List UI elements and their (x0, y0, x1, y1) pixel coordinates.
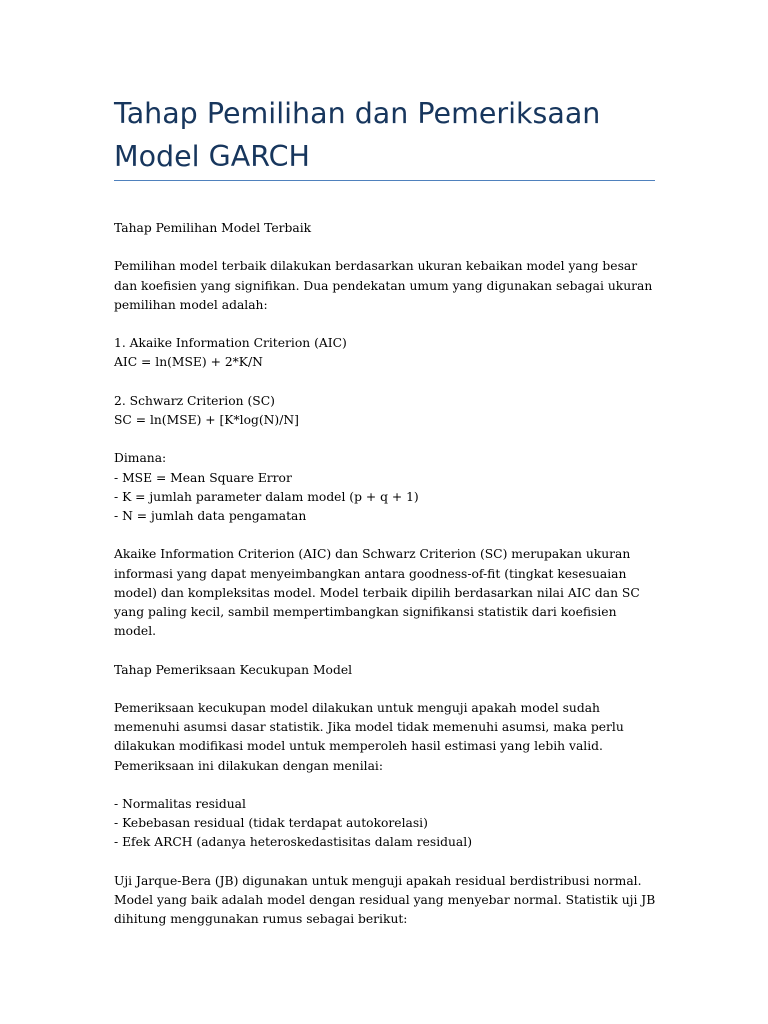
definition-item-mse: - MSE = Mean Square Error (114, 470, 292, 485)
paragraph-spacer (114, 238, 659, 257)
jarque-bera-paragraph: Uji Jarque-Bera (JB) digunakan untuk menguji apakah residual berdistribusi normal. Model yang baik adalah model dengan residual yang menyebar normal. Statistik uji JB dihitung menggunakan rumus sebagai berikut: (114, 873, 656, 927)
document-body (114, 219, 659, 929)
page-title (114, 92, 674, 178)
paragraph-spacer (114, 776, 659, 795)
paragraph-spacer (114, 853, 659, 872)
section-heading-model-selection: Tahap Pemilihan Model Terbaik (114, 221, 312, 235)
check-item-normality: - Normalitas residual (114, 796, 246, 811)
paragraph-spacer (114, 680, 659, 699)
aic-formula: AIC = ln(MSE) + 2*K/N (114, 355, 263, 370)
title-underline (114, 180, 655, 181)
intro-paragraph: Pemilihan model terbaik dilakukan berdasarkan ukuran kebaikan model yang besar dan koefisien yang signifikan. Dua pendekatan umum yang digunakan sebagai ukuran pemilihan model adalah: (114, 259, 653, 312)
check-item-arch-effect: - Efek ARCH (adanya heteroskedastisitas dalam residual) (114, 835, 472, 850)
definition-item-n: - N = jumlah data pengamatan (114, 508, 307, 523)
sc-heading: 2. Schwarz Criterion (SC) (114, 393, 275, 408)
check-item-independence: - Kebebasan residual (tidak terdapat autokorelasi) (114, 816, 428, 831)
where-label: Dimana: (114, 451, 167, 466)
paragraph-spacer (114, 526, 659, 545)
paragraph-spacer (114, 641, 659, 660)
sc-formula: SC = ln(MSE) + [K*log(N)/N] (114, 412, 299, 427)
paragraph-spacer (114, 373, 659, 392)
title-line-1: Tahap Pemilihan dan Pemeriksaan (114, 97, 601, 130)
title-line-2: Model GARCH (114, 140, 310, 173)
paragraph-spacer (114, 315, 659, 334)
section-heading-model-adequacy: Tahap Pemeriksaan Kecukupan Model (114, 662, 353, 677)
paragraph-spacer (114, 430, 659, 449)
aic-heading: 1. Akaike Information Criterion (AIC) (114, 336, 347, 351)
definition-item-k: - K = jumlah parameter dalam model (p + q + 1) (114, 489, 419, 504)
aic-sc-explanation-paragraph: Akaike Information Criterion (AIC) dan Schwarz Criterion (SC) merupakan ukuran informasi yang dapat menyeimbangkan antara goodness-of-fit (tingkat kesesuaian model) dan kompleksitas model. Model terbaik dipilih berdasarkan nilai AIC dan SC yang paling kecil, sambil mempertimbangkan signifikansi statistik dari koefisien model. (114, 547, 640, 639)
adequacy-check-paragraph: Pemeriksaan kecukupan model dilakukan untuk menguji apakah model sudah memenuhi asumsi dasar statistik. Jika model tidak memenuhi asumsi, maka perlu dilakukan modifikasi model untuk memperoleh hasil estimasi yang lebih valid. Pemeriksaan ini dilakukan dengan menilai: (114, 700, 624, 773)
